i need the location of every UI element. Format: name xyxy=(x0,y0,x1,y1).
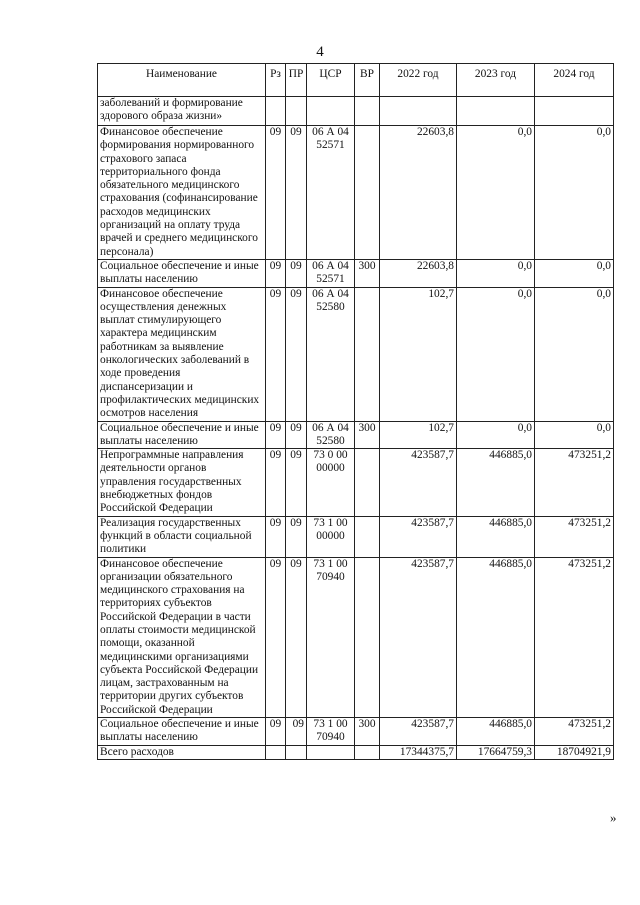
row-name: Непрограммные направления деятельности органов управления государственных внебюджетных фондов Российской Федерации xyxy=(98,449,266,516)
closing-quote-mark: » xyxy=(610,810,617,825)
header-csr: ЦСР xyxy=(307,64,355,97)
budget-table xyxy=(97,63,614,760)
row-2024: 473251,2 xyxy=(535,449,614,516)
row-vr: 300 xyxy=(355,421,380,449)
row-pr: 09 xyxy=(286,126,307,260)
row-2022: 423587,7 xyxy=(380,449,457,516)
row-2023: 446885,0 xyxy=(457,557,535,718)
row-2023: 446885,0 xyxy=(457,516,535,557)
total-vr xyxy=(355,745,380,759)
row-rz: 09 xyxy=(266,287,286,421)
row-name: Финансовое обеспечение формирования нормированного страхового запаса территориального фонда обязательного медицинского страхования (софинансирование расходов медицинских организаций на оплату труда врачей и среднего медицинского персонала) xyxy=(98,126,266,260)
row-rz: 09 xyxy=(266,718,286,746)
total-csr xyxy=(307,745,355,759)
row-csr: 06 А 04 52580 xyxy=(307,287,355,421)
row-rz: 09 xyxy=(266,259,286,287)
row-rz: 09 xyxy=(266,516,286,557)
row-csr: 73 1 00 70940 xyxy=(307,557,355,718)
row-2024: 0,0 xyxy=(535,259,614,287)
row-2024: 0,0 xyxy=(535,421,614,449)
row-vr: 300 xyxy=(355,259,380,287)
header-2024: 2024 год xyxy=(535,64,614,97)
row-csr: 06 А 04 52571 xyxy=(307,126,355,260)
table-row xyxy=(98,259,614,287)
row-vr xyxy=(355,516,380,557)
row-vr xyxy=(355,449,380,516)
row-name: Финансовое обеспечение осуществления денежных выплат стимулирующего характера медицинским работникам за выявление онкологических заболеваний в ходе проведения диспансеризации и профилактических медицинских осмотров населения xyxy=(98,287,266,421)
table-row xyxy=(98,287,614,421)
row-2024: 473251,2 xyxy=(535,718,614,746)
table-row xyxy=(98,557,614,718)
table-row xyxy=(98,516,614,557)
row-vr xyxy=(355,126,380,260)
total-2022: 17344375,7 xyxy=(380,745,457,759)
row-csr: 06 А 04 52571 xyxy=(307,259,355,287)
row-2024: 473251,2 xyxy=(535,516,614,557)
row-pr: 09 xyxy=(286,718,307,746)
row-name: Реализация государственных функций в области социальной политики xyxy=(98,516,266,557)
total-pr xyxy=(286,745,307,759)
row-csr: 73 1 00 70940 xyxy=(307,718,355,746)
table-row xyxy=(98,718,614,746)
row-2024 xyxy=(535,97,614,126)
row-2023: 446885,0 xyxy=(457,718,535,746)
table-row xyxy=(98,126,614,260)
row-2024: 0,0 xyxy=(535,126,614,260)
row-pr xyxy=(286,97,307,126)
row-2023: 0,0 xyxy=(457,287,535,421)
row-2023: 0,0 xyxy=(457,421,535,449)
row-2022: 423587,7 xyxy=(380,557,457,718)
row-rz: 09 xyxy=(266,557,286,718)
row-2022: 423587,7 xyxy=(380,718,457,746)
row-vr xyxy=(355,287,380,421)
header-rz: Рз xyxy=(266,64,286,97)
total-2024: 18704921,9 xyxy=(535,745,614,759)
table-total-row xyxy=(98,745,614,759)
table-row xyxy=(98,421,614,449)
row-2024: 473251,2 xyxy=(535,557,614,718)
row-pr: 09 xyxy=(286,449,307,516)
row-2022: 102,7 xyxy=(380,421,457,449)
total-rz xyxy=(266,745,286,759)
row-pr: 09 xyxy=(286,516,307,557)
row-rz: 09 xyxy=(266,449,286,516)
row-2022: 423587,7 xyxy=(380,516,457,557)
row-csr xyxy=(307,97,355,126)
header-name: Наименование xyxy=(98,64,266,97)
table-row xyxy=(98,97,614,126)
total-label: Всего расходов xyxy=(98,745,266,759)
row-2023: 0,0 xyxy=(457,259,535,287)
row-2022: 22603,8 xyxy=(380,259,457,287)
table-row xyxy=(98,449,614,516)
row-vr xyxy=(355,557,380,718)
row-name: Финансовое обеспечение организации обязательного медицинского страхования на территориях субъектов Российской Федерации в части оплаты стоимости медицинской помощи, оказанной медицинскими организациями субъекта Российской Федерации лицам, застрахованным на территории других субъектов Российской Федерации xyxy=(98,557,266,718)
row-2022: 102,7 xyxy=(380,287,457,421)
header-2023: 2023 год xyxy=(457,64,535,97)
row-rz: 09 xyxy=(266,421,286,449)
row-rz xyxy=(266,97,286,126)
page-number: 4 xyxy=(316,44,324,60)
row-name: Социальное обеспечение и иные выплаты населению xyxy=(98,259,266,287)
row-csr: 73 0 00 00000 xyxy=(307,449,355,516)
row-csr: 73 1 00 00000 xyxy=(307,516,355,557)
header-2022: 2022 год xyxy=(380,64,457,97)
row-2022: 22603,8 xyxy=(380,126,457,260)
row-pr: 09 xyxy=(286,421,307,449)
row-pr: 09 xyxy=(286,259,307,287)
header-pr: ПР xyxy=(286,64,307,97)
row-csr: 06 А 04 52580 xyxy=(307,421,355,449)
row-name: Социальное обеспечение и иные выплаты населению xyxy=(98,421,266,449)
row-pr: 09 xyxy=(286,557,307,718)
row-vr xyxy=(355,97,380,126)
header-vr: ВР xyxy=(355,64,380,97)
row-2024: 0,0 xyxy=(535,287,614,421)
row-2023: 0,0 xyxy=(457,126,535,260)
row-2022 xyxy=(380,97,457,126)
row-name: заболеваний и формирование здорового образа жизни» xyxy=(98,97,266,126)
total-2023: 17664759,3 xyxy=(457,745,535,759)
row-pr: 09 xyxy=(286,287,307,421)
table-header-row xyxy=(98,64,614,97)
row-2023 xyxy=(457,97,535,126)
row-name: Социальное обеспечение и иные выплаты населению xyxy=(98,718,266,746)
row-vr: 300 xyxy=(355,718,380,746)
row-2023: 446885,0 xyxy=(457,449,535,516)
row-rz: 09 xyxy=(266,126,286,260)
